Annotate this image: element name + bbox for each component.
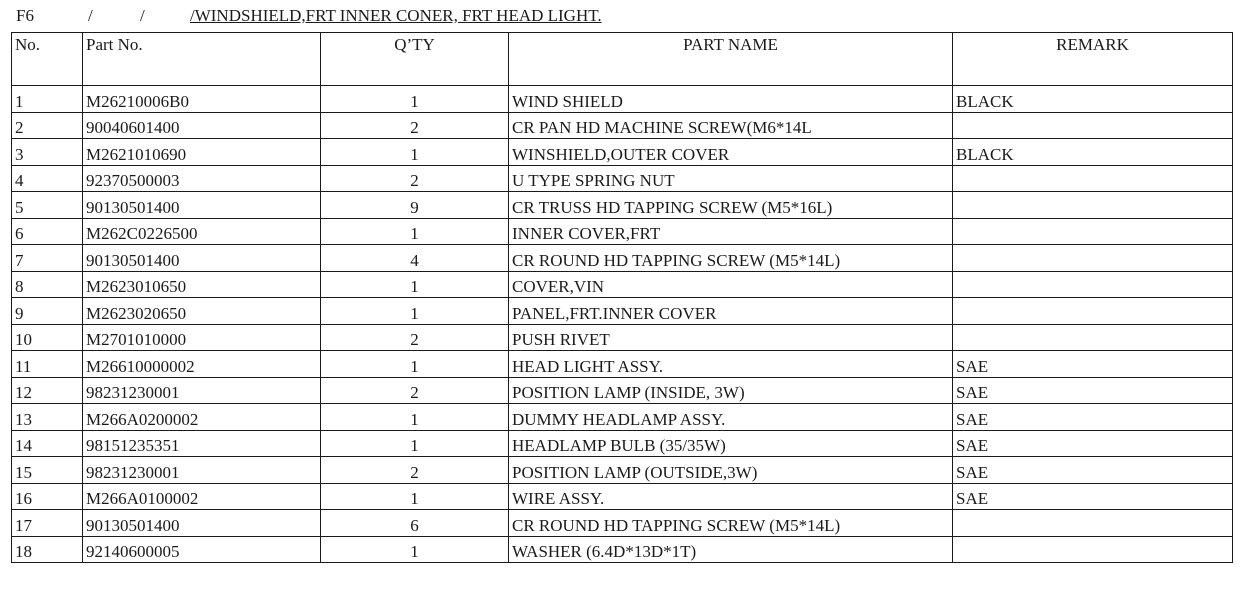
table-row	[12, 377, 1233, 404]
table-row	[12, 536, 1233, 563]
cell-qty: 1	[321, 86, 509, 113]
cell-part-name: INNER COVER,FRT	[509, 218, 953, 245]
cell-part-no: 90130501400	[83, 245, 321, 272]
cell-no: 10	[12, 324, 83, 351]
cell-part-name: POSITION LAMP (OUTSIDE,3W)	[509, 457, 953, 484]
table-row	[12, 483, 1233, 510]
table-row	[12, 271, 1233, 298]
cell-qty: 1	[321, 218, 509, 245]
cell-qty: 1	[321, 271, 509, 298]
cell-no: 14	[12, 430, 83, 457]
cell-part-no: 98231230001	[83, 457, 321, 484]
cell-part-no: M2621010690	[83, 139, 321, 166]
cell-qty: 2	[321, 457, 509, 484]
header-separator: /	[140, 6, 145, 25]
cell-no: 15	[12, 457, 83, 484]
column-header-part-name: PART NAME	[509, 33, 953, 86]
cell-part-no: M266A0200002	[83, 404, 321, 431]
cell-remark: BLACK	[953, 139, 1233, 166]
cell-no: 7	[12, 245, 83, 272]
header-separator: /	[88, 6, 93, 25]
cell-part-name: WINSHIELD,OUTER COVER	[509, 139, 953, 166]
cell-remark	[953, 510, 1233, 537]
cell-part-name: WIRE ASSY.	[509, 483, 953, 510]
cell-part-name: PANEL,FRT.INNER COVER	[509, 298, 953, 325]
cell-no: 18	[12, 536, 83, 563]
cell-no: 1	[12, 86, 83, 113]
parts-table	[11, 32, 1233, 563]
table-row	[12, 139, 1233, 166]
section-code: F6	[16, 6, 34, 25]
cell-no: 12	[12, 377, 83, 404]
cell-part-no: M2623020650	[83, 298, 321, 325]
cell-no: 17	[12, 510, 83, 537]
cell-no: 4	[12, 165, 83, 192]
cell-no: 11	[12, 351, 83, 378]
cell-part-name: CR PAN HD MACHINE SCREW(M6*14L	[509, 112, 953, 139]
cell-part-no: 90130501400	[83, 510, 321, 537]
cell-no: 8	[12, 271, 83, 298]
cell-part-name: CR TRUSS HD TAPPING SCREW (M5*16L)	[509, 192, 953, 219]
column-header-qty: Q’TY	[321, 33, 509, 86]
cell-no: 6	[12, 218, 83, 245]
cell-qty: 1	[321, 298, 509, 325]
cell-remark	[953, 112, 1233, 139]
cell-qty: 1	[321, 430, 509, 457]
cell-qty: 1	[321, 139, 509, 166]
cell-part-name: CR ROUND HD TAPPING SCREW (M5*14L)	[509, 245, 953, 272]
table-row	[12, 351, 1233, 378]
cell-part-no: 92370500003	[83, 165, 321, 192]
cell-part-name: HEAD LIGHT ASSY.	[509, 351, 953, 378]
cell-part-name: POSITION LAMP (INSIDE, 3W)	[509, 377, 953, 404]
cell-part-name: WIND SHIELD	[509, 86, 953, 113]
cell-part-no: 98231230001	[83, 377, 321, 404]
table-row	[12, 430, 1233, 457]
cell-remark: SAE	[953, 377, 1233, 404]
cell-part-name: HEADLAMP BULB (35/35W)	[509, 430, 953, 457]
cell-part-no: M2623010650	[83, 271, 321, 298]
cell-remark	[953, 324, 1233, 351]
cell-qty: 2	[321, 377, 509, 404]
cell-part-name: U TYPE SPRING NUT	[509, 165, 953, 192]
cell-no: 13	[12, 404, 83, 431]
cell-qty: 1	[321, 483, 509, 510]
table-row	[12, 324, 1233, 351]
cell-part-no: 98151235351	[83, 430, 321, 457]
table-row	[12, 86, 1233, 113]
table-header-row	[12, 33, 1233, 86]
cell-remark: BLACK	[953, 86, 1233, 113]
cell-part-no: M2701010000	[83, 324, 321, 351]
cell-part-no: 92140600005	[83, 536, 321, 563]
cell-qty: 2	[321, 324, 509, 351]
cell-part-name: DUMMY HEADLAMP ASSY.	[509, 404, 953, 431]
cell-part-name: CR ROUND HD TAPPING SCREW (M5*14L)	[509, 510, 953, 537]
cell-part-no: M266A0100002	[83, 483, 321, 510]
table-row	[12, 298, 1233, 325]
cell-qty: 1	[321, 351, 509, 378]
cell-remark: SAE	[953, 404, 1233, 431]
cell-qty: 2	[321, 165, 509, 192]
cell-remark: SAE	[953, 457, 1233, 484]
cell-no: 16	[12, 483, 83, 510]
table-row	[12, 218, 1233, 245]
column-header-remark: REMARK	[953, 33, 1233, 86]
cell-remark: SAE	[953, 483, 1233, 510]
table-row	[12, 457, 1233, 484]
cell-remark: SAE	[953, 430, 1233, 457]
cell-remark	[953, 271, 1233, 298]
table-row	[12, 112, 1233, 139]
cell-qty: 9	[321, 192, 509, 219]
table-row	[12, 192, 1233, 219]
cell-qty: 4	[321, 245, 509, 272]
cell-remark	[953, 245, 1233, 272]
cell-no: 5	[12, 192, 83, 219]
cell-part-name: COVER,VIN	[509, 271, 953, 298]
table-row	[12, 510, 1233, 537]
cell-remark	[953, 218, 1233, 245]
cell-qty: 2	[321, 112, 509, 139]
cell-remark	[953, 165, 1233, 192]
cell-no: 9	[12, 298, 83, 325]
table-row	[12, 165, 1233, 192]
table-row	[12, 404, 1233, 431]
cell-qty: 6	[321, 510, 509, 537]
cell-remark	[953, 192, 1233, 219]
cell-part-no: 90130501400	[83, 192, 321, 219]
cell-no: 2	[12, 112, 83, 139]
column-header-part-no: Part No.	[83, 33, 321, 86]
cell-remark: SAE	[953, 351, 1233, 378]
cell-remark	[953, 298, 1233, 325]
column-header-no: No.	[12, 33, 83, 86]
cell-part-no: M262C0226500	[83, 218, 321, 245]
cell-no: 3	[12, 139, 83, 166]
cell-remark	[953, 536, 1233, 563]
cell-part-name: PUSH RIVET	[509, 324, 953, 351]
cell-part-no: M26610000002	[83, 351, 321, 378]
section-title: /WINDSHIELD,FRT INNER CONER, FRT HEAD LIGHT.	[190, 6, 602, 25]
cell-qty: 1	[321, 536, 509, 563]
table-row	[12, 245, 1233, 272]
cell-part-no: 90040601400	[83, 112, 321, 139]
cell-part-name: WASHER (6.4D*13D*1T)	[509, 536, 953, 563]
cell-qty: 1	[321, 404, 509, 431]
cell-part-no: M26210006B0	[83, 86, 321, 113]
